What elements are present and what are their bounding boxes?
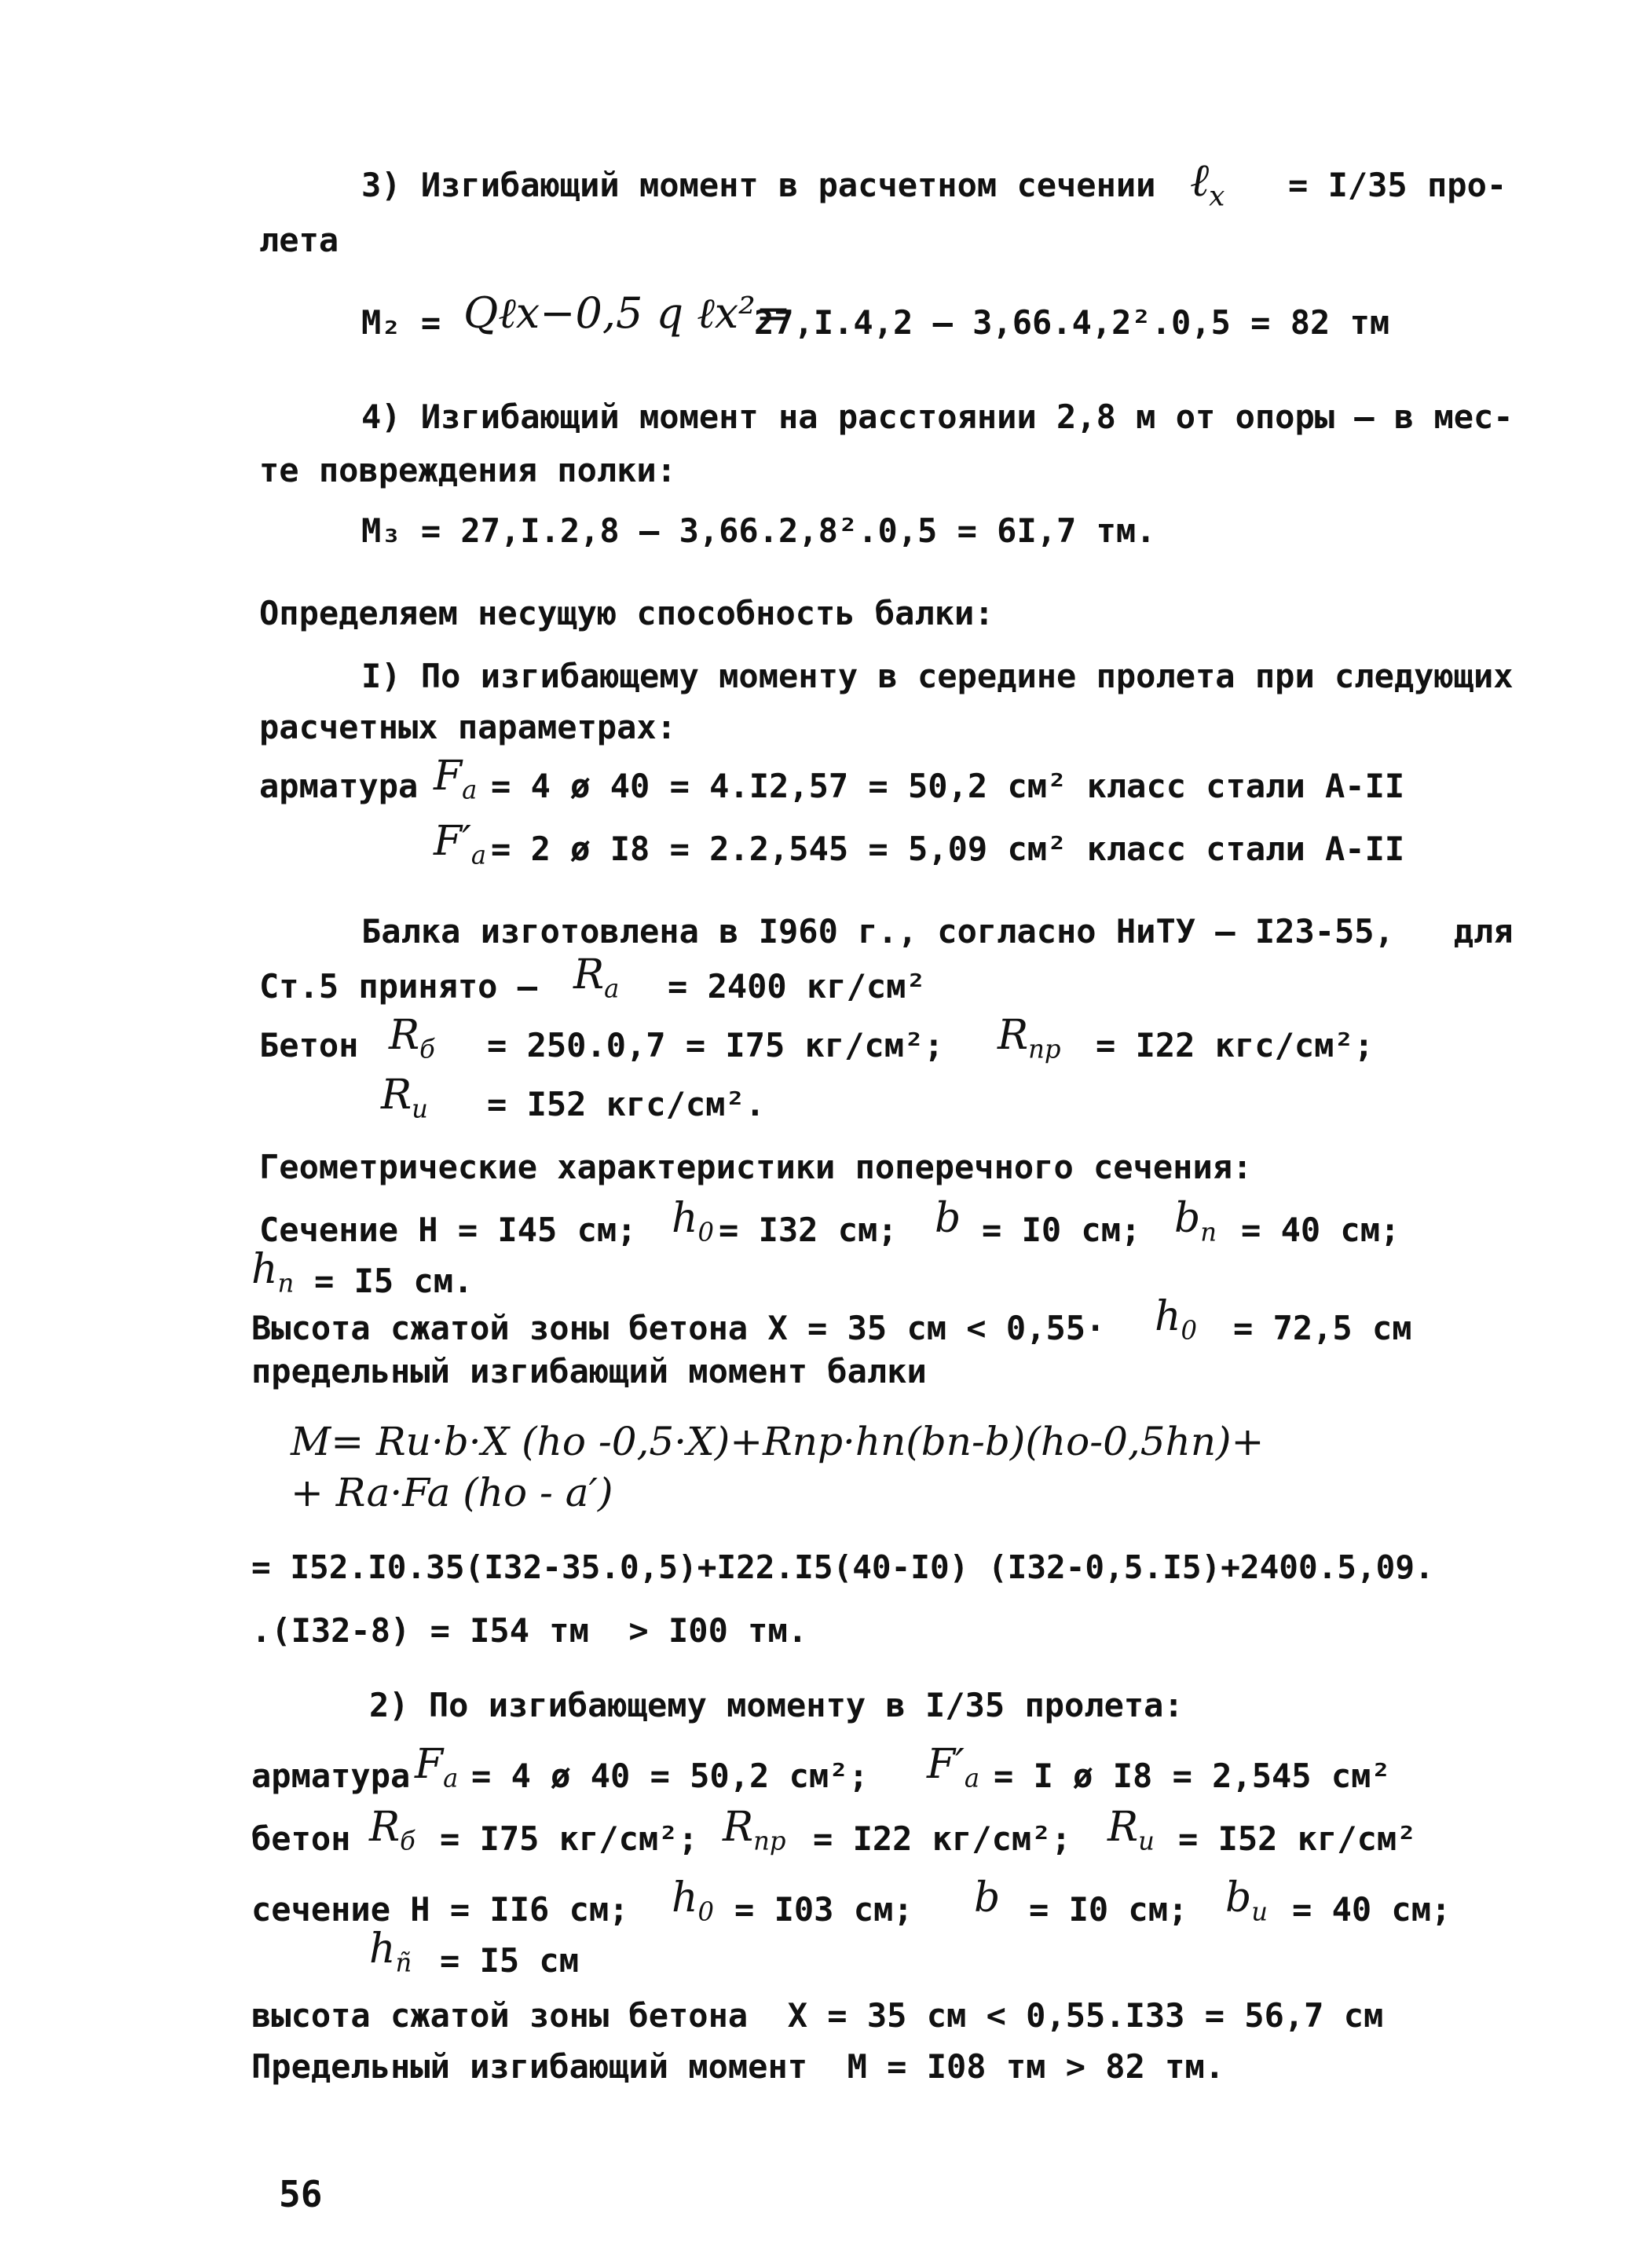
label-armatura: арматура — [259, 767, 419, 805]
symbol-ru: $R_u$ — [381, 1072, 428, 1124]
text-line: 4) Изгибающий момент на расстоянии 2,8 м от опоры – в мес- — [361, 398, 1514, 436]
text-line: = I32 см; — [719, 1211, 898, 1249]
text-line: 3) Изгибающий момент в расчетном сечении — [361, 166, 1156, 204]
symbol-b: b — [935, 1195, 961, 1242]
symbol-h0: $h_0$ — [1155, 1293, 1198, 1346]
symbol-ra: $R_a$ — [573, 951, 620, 1004]
symbol-rpr: $R_{пр}$ — [723, 1804, 786, 1856]
text-line: = I22 кгс/см²; — [1096, 1026, 1375, 1064]
text-line: расчетных параметрах: — [259, 708, 677, 746]
heading-capacity: Определяем несущую способность балки: — [259, 594, 994, 632]
symbol-bu: $b_u$ — [1225, 1874, 1268, 1927]
text-line: Ст.5 принято – — [259, 967, 538, 1006]
text-line: сечение H = II6 см; — [251, 1890, 629, 1929]
text-line: Предельный изгибающий момент M = I08 тм > 82 тм. — [251, 2047, 1225, 2086]
text-line: высота сжатой зоны бетона X = 35 см < 0,55.I33 = 56,7 см — [251, 1996, 1384, 2035]
text-line: = 40 см; — [1292, 1890, 1451, 1929]
text-line: те повреждения полки: — [259, 451, 677, 489]
symbol-rb: $R_б$ — [389, 1012, 435, 1064]
symbol-fa-prime: $F'_a$ — [434, 818, 487, 870]
label-beton: бетон — [251, 1819, 351, 1858]
text-line: = I5 см. — [314, 1262, 474, 1300]
symbol-hn: $h_ñ$ — [369, 1925, 412, 1978]
text-line: = I ø I8 = 2,545 см² — [994, 1757, 1391, 1795]
symbol-fa: $F_a$ — [415, 1741, 459, 1794]
text-line: = I0 см; — [982, 1211, 1141, 1249]
formula-m2-value: 27,I.4,2 – 3,66.4,2².0,5 = 82 тм — [754, 303, 1390, 342]
symbol-h0: $h_0$ — [672, 1874, 715, 1927]
text-line: = I22 кг/см²; — [813, 1819, 1071, 1858]
text-line: = 72,5 см — [1233, 1309, 1412, 1347]
symbol-b: b — [974, 1874, 1001, 1922]
text-line: = I52 кг/см² — [1178, 1819, 1417, 1858]
text-line: предельный изгибающий момент балки — [251, 1352, 927, 1390]
formula-numeric: = I52.I0.35(I32-35.0,5)+I22.I5(40-I0) (I32-0,5.I5)+2400.5,09. — [251, 1548, 1434, 1586]
heading-geometry: Геометрические характеристики поперечного сечения: — [259, 1148, 1253, 1186]
text-line: лета — [259, 221, 339, 259]
symbol-l-x: ℓ$_x$ — [1190, 153, 1225, 213]
formula-handwritten-line2: + Ra·Fa (ho - a′) — [291, 1470, 613, 1515]
symbol-fa-prime: $F'_a$ — [927, 1741, 980, 1794]
symbol-bn: $b_n$ — [1174, 1195, 1217, 1248]
symbol-ru: $R_u$ — [1107, 1804, 1155, 1856]
text-line: Сечение H = I45 см; — [259, 1211, 637, 1249]
text-line: = 4 ø 40 = 4.I2,57 = 50,2 см² класс стали А-II — [491, 767, 1405, 805]
text-line: 2) По изгибающему моменту в I/35 пролета: — [369, 1686, 1184, 1724]
symbol-rb: $R_б$ — [369, 1804, 415, 1856]
page-number: 56 — [279, 2173, 323, 2215]
formula-handwritten-line1: M= Ru·b·X (ho -0,5·X)+Rnp·hn(bn-b)(ho-0,5hn)+ — [291, 1419, 1265, 1464]
text-line: = I0 см; — [1029, 1890, 1188, 1929]
text-line: = I03 см; — [734, 1890, 913, 1929]
text-line: = I52 кгс/см². — [487, 1085, 766, 1123]
formula-m2-label: M₂ = — [361, 303, 441, 342]
text-line: = I75 кг/см²; — [440, 1819, 698, 1858]
text-line: = 4 ø 40 = 50,2 см²; — [471, 1757, 869, 1795]
label-beton: Бетон — [259, 1026, 359, 1064]
text-line: = I5 см — [440, 1941, 580, 1980]
text-line: I) По изгибающему моменту в середине пролета при следующих — [361, 657, 1514, 695]
text-line: = 2 ø I8 = 2.2,545 = 5,09 см² класс стали А-II — [491, 830, 1405, 868]
text-line: Балка изготовлена в I960 г., согласно НиТУ – I23-55, для — [361, 912, 1514, 951]
text-line: = 40 см; — [1241, 1211, 1400, 1249]
formula-m3: M₃ = 27,I.2,8 – 3,66.2,8².0,5 = 6I,7 тм. — [361, 511, 1156, 550]
text-line: Высота сжатой зоны бетона X = 35 см < 0,55· — [251, 1309, 1106, 1347]
label-armatura: арматура — [251, 1757, 411, 1795]
formula-m2-handwritten: Qℓx−0,5 q ℓx²= — [463, 288, 792, 338]
formula-result: .(I32-8) = I54 тм > I00 тм. — [251, 1611, 808, 1650]
symbol-fa: $F_a$ — [434, 753, 478, 805]
symbol-hn: $h_n$ — [251, 1246, 295, 1299]
text-line: = 250.0,7 = I75 кг/см²; — [487, 1026, 944, 1064]
text-line: = I/35 про- — [1288, 166, 1507, 204]
symbol-h0: $h_0$ — [672, 1195, 715, 1248]
symbol-rpr: $R_{пр}$ — [998, 1012, 1061, 1064]
text-line: = 2400 кг/см² — [668, 967, 926, 1006]
